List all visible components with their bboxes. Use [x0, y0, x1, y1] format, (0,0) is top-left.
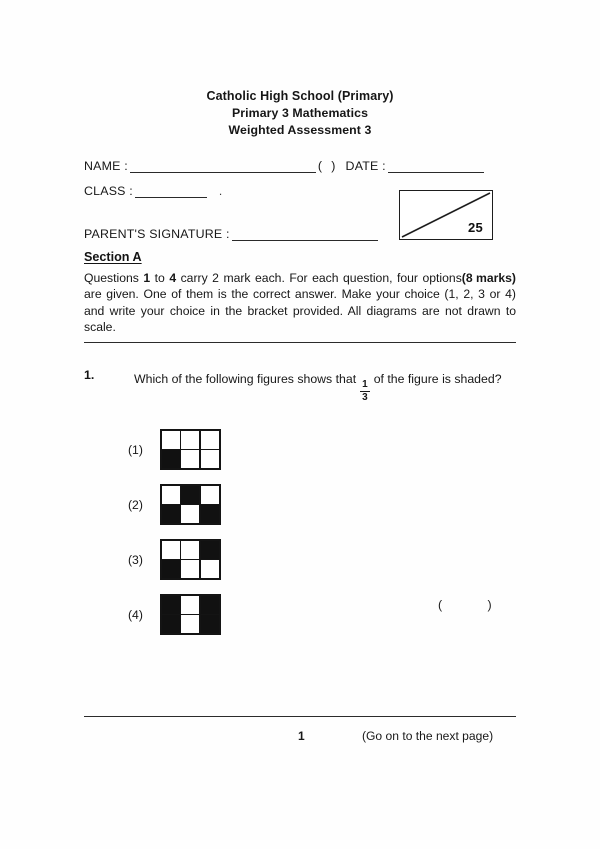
name-input[interactable] — [130, 159, 316, 173]
instructions-text-3: carry 2 mark each. For each question, four options are given. One of them is the correct answer. Make your choice (1, 2, 3 or 4) and write your choice in the bracket provided. All diagrams are not drawn to scale. — [84, 271, 516, 335]
class-label: CLASS : — [84, 184, 133, 198]
name-label: NAME : — [84, 159, 128, 173]
page-number: 1 — [298, 729, 305, 743]
parent-signature-label: PARENT'S SIGNATURE : — [84, 227, 230, 241]
parent-signature-input[interactable] — [232, 227, 378, 241]
question-text-before: Which of the following figures shows that — [134, 372, 357, 386]
index-close-paren: ) — [331, 159, 336, 173]
grid-cell-shaded — [181, 486, 199, 504]
answer-option[interactable] — [128, 422, 221, 477]
class-input[interactable] — [135, 184, 207, 198]
grid-cell-empty — [201, 450, 219, 468]
marks-box — [399, 190, 493, 240]
shaded-grid-figure — [160, 429, 221, 471]
instructions-text-1: Questions — [84, 271, 144, 285]
grid-cell-empty — [181, 596, 199, 614]
footer-divider — [84, 716, 516, 717]
grid-cell-shaded — [162, 560, 180, 578]
assessment-title: Weighted Assessment 3 — [228, 123, 372, 137]
grid-cell-shaded — [162, 596, 180, 614]
instructions-bold-1: 1 — [143, 271, 151, 285]
grid-cell-empty — [201, 560, 219, 578]
grid-cell-empty — [162, 486, 180, 504]
answer-option[interactable] — [128, 532, 221, 587]
date-input[interactable] — [388, 159, 484, 173]
school-name: Catholic High School (Primary) — [206, 89, 394, 103]
grid-cell-shaded — [201, 541, 219, 559]
grid-cell-shaded — [162, 615, 180, 633]
grid-cell-shaded — [201, 615, 219, 633]
answer-option-label: (4) — [128, 607, 143, 622]
fraction-numerator: 1 — [362, 378, 368, 390]
grid-cell-empty — [162, 431, 180, 449]
answer-bracket[interactable]: ( ) — [438, 598, 493, 612]
question-text — [134, 367, 516, 403]
grid-cell-empty — [201, 486, 219, 504]
scan-artifact: . — [218, 184, 223, 198]
fraction-one-third — [360, 380, 370, 403]
grid-cell-empty — [181, 560, 199, 578]
grid-cell-empty — [181, 431, 199, 449]
grid-cell-shaded — [162, 505, 180, 523]
question-number: 1. — [84, 368, 95, 382]
shaded-grid-figure — [160, 539, 221, 581]
section-divider — [84, 342, 516, 343]
answer-option-label: (1) — [128, 442, 143, 457]
date-label: DATE : — [345, 159, 386, 173]
instructions-text-2: to — [150, 271, 170, 285]
answer-option-label: (3) — [128, 552, 143, 567]
answer-options — [128, 422, 221, 642]
shaded-grid-figure — [160, 484, 221, 526]
shaded-grid-figure — [160, 594, 221, 636]
answer-option-label: (2) — [128, 497, 143, 512]
grid-cell-empty — [181, 541, 199, 559]
fraction-denominator: 3 — [362, 391, 368, 403]
subject-line: Primary 3 Mathematics — [231, 106, 369, 120]
continuation-note: (Go on to the next page) — [362, 729, 494, 743]
instructions-bold-2: 4 — [169, 271, 177, 285]
grid-cell-shaded — [162, 450, 180, 468]
section-title: Section A — [84, 250, 142, 264]
grid-cell-shaded — [201, 596, 219, 614]
answer-option[interactable] — [128, 477, 221, 532]
total-marks: 25 — [467, 220, 483, 235]
name-row — [84, 152, 516, 173]
grid-cell-empty — [181, 450, 199, 468]
grid-cell-empty — [181, 505, 199, 523]
grid-cell-empty — [162, 541, 180, 559]
question-text-after: of the figure is shaded? — [373, 372, 502, 386]
section-instructions — [84, 270, 516, 336]
section-marks: (8 marks) — [461, 271, 516, 285]
grid-cell-empty — [181, 615, 199, 633]
grid-cell-empty — [201, 431, 219, 449]
answer-option[interactable] — [128, 587, 221, 642]
document-header — [0, 88, 600, 139]
grid-cell-shaded — [201, 505, 219, 523]
index-open-paren: ( — [317, 159, 323, 173]
